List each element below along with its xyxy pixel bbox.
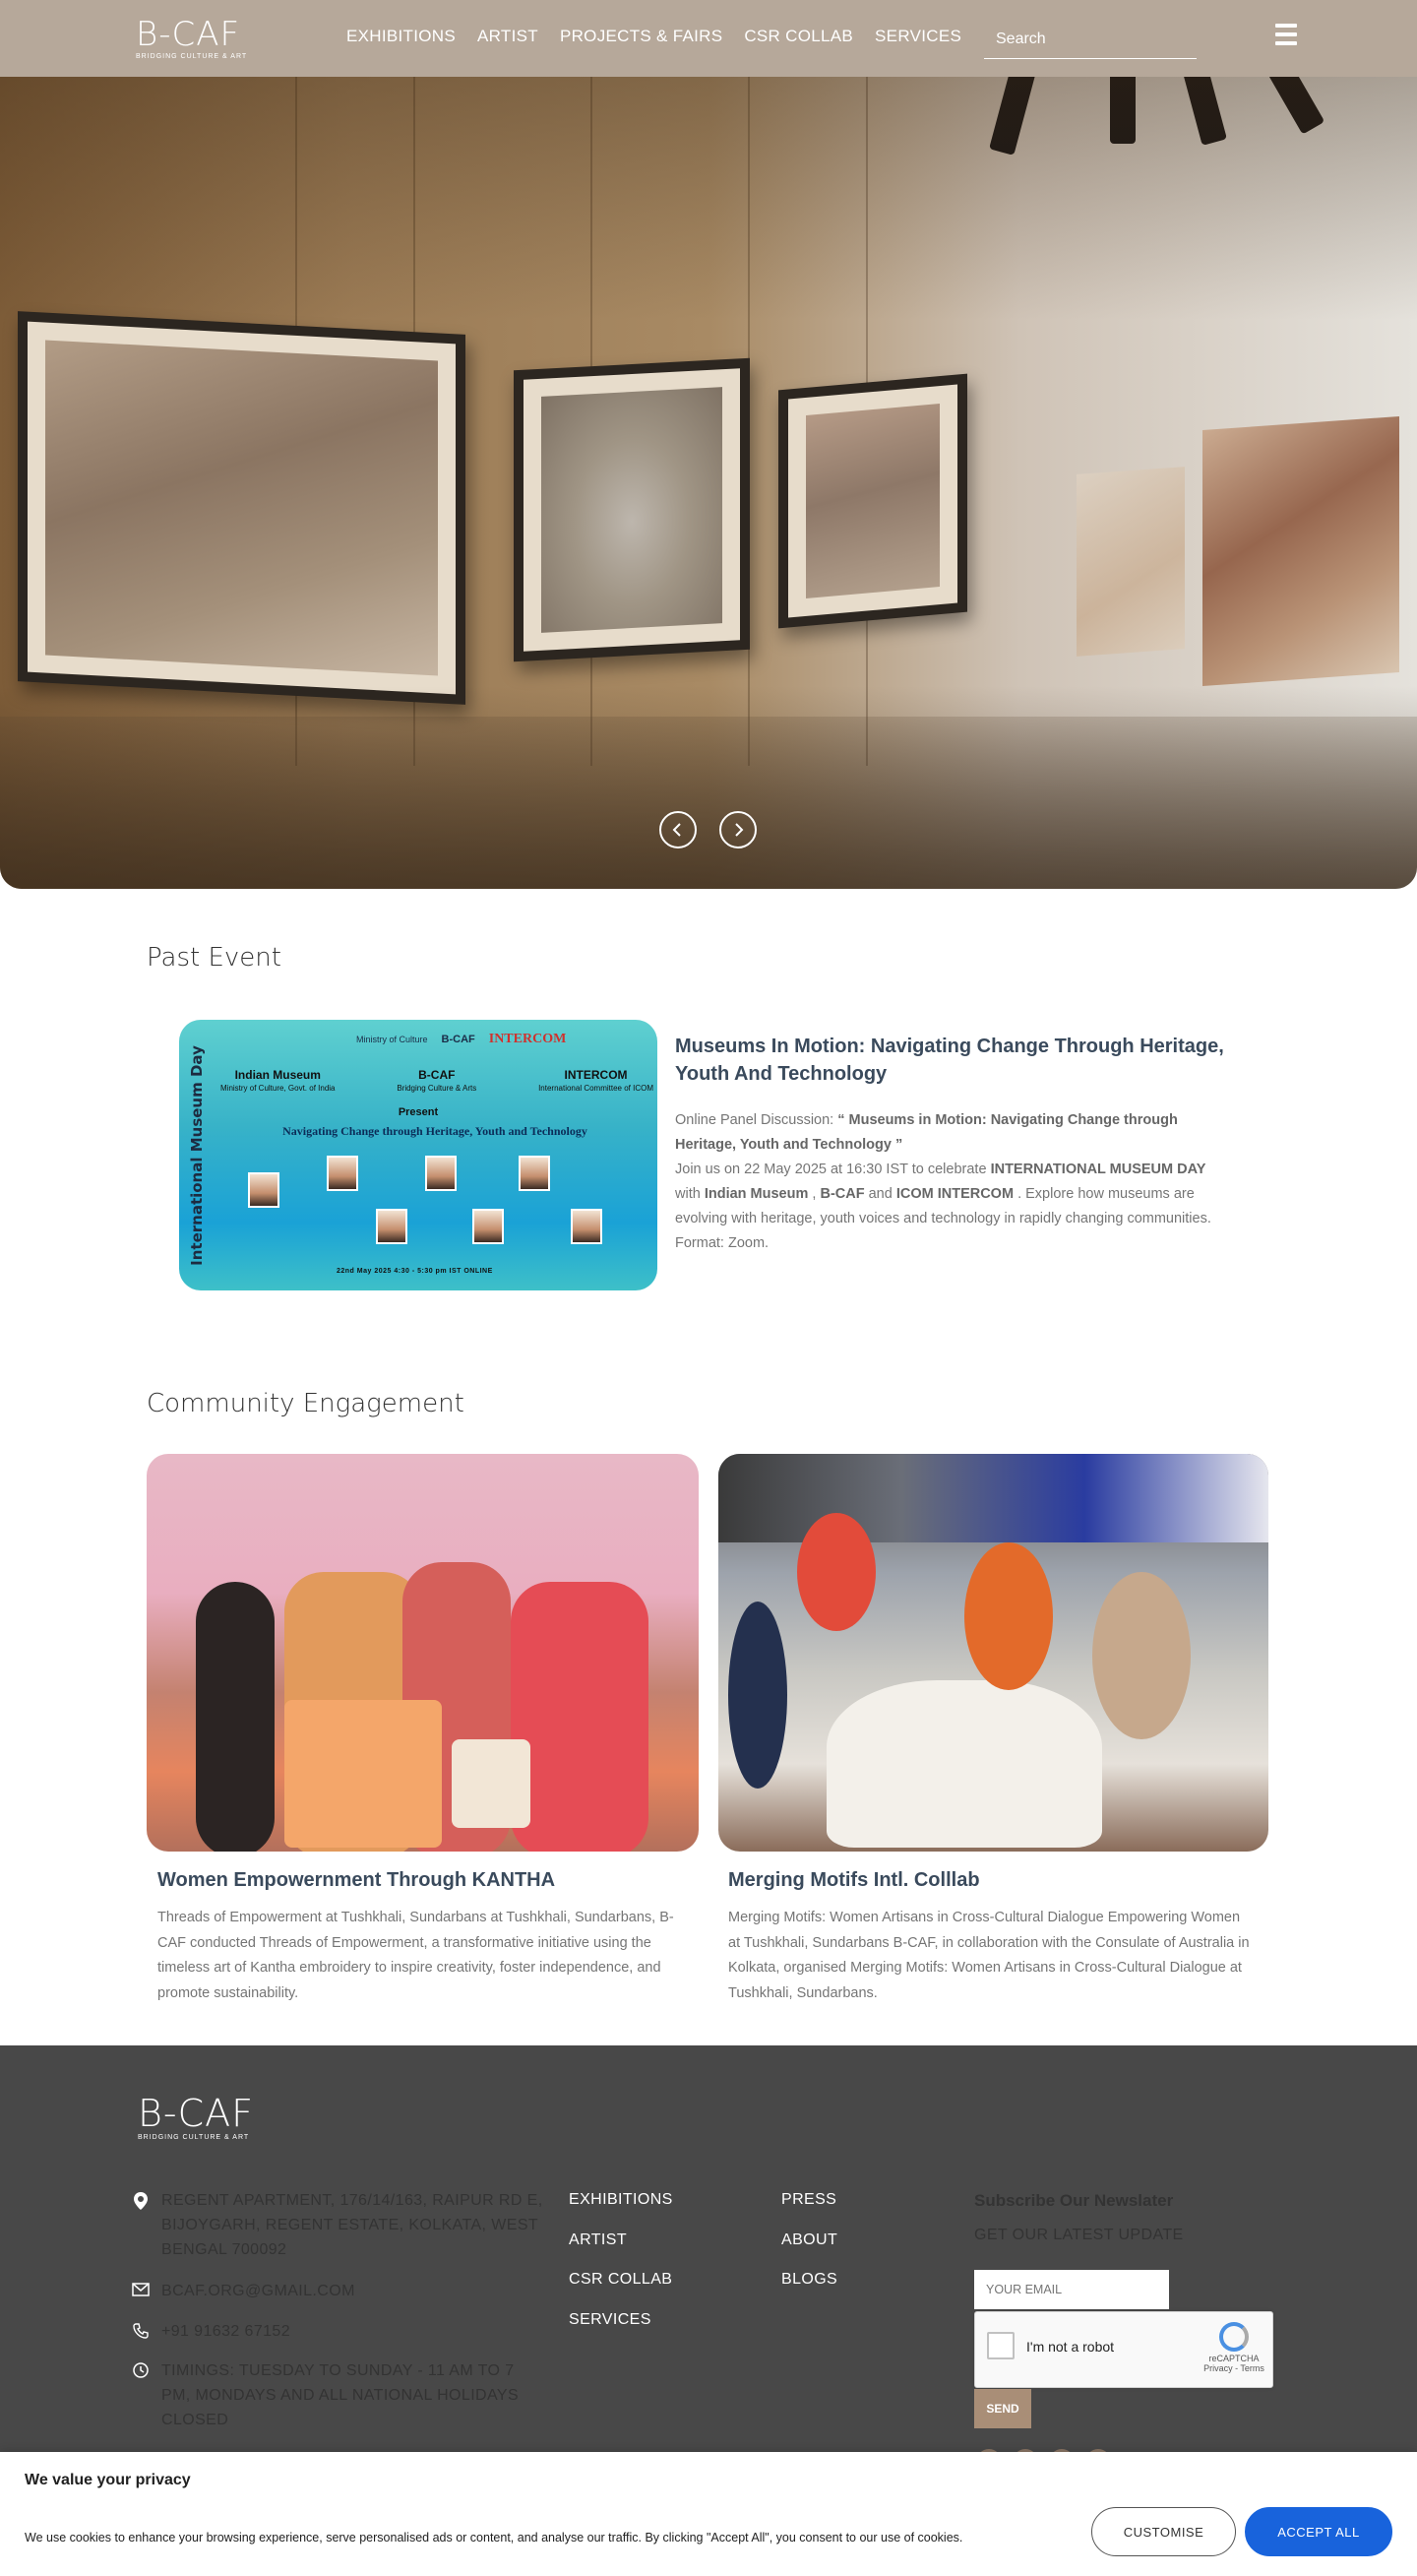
poster-date: 22nd May 2025 4:30 - 5:30 pm IST ONLINE xyxy=(337,1268,493,1275)
footer-email[interactable]: BCAF.ORG@GMAIL.COM xyxy=(130,2279,543,2303)
newsletter-email-input[interactable] xyxy=(974,2270,1169,2309)
poster-logo-bcaf: B-CAF xyxy=(441,1034,475,1045)
event-description: Online Panel Discussion: “ Museums in Motion: Navigating Change through Heritage, Youth and Technology ” Join us on 22 May 2025 at 16:30 IST to celebrate INTERNATIONAL MUSEUM DAY with Indian Museum , B-CAF and ICOM INTERCOM . Explore how museums are evolving with heritage, youth voices and technology in rapidly changing communities. Format: Zoom. xyxy=(675,1112,1211,1251)
search-box xyxy=(984,20,1197,59)
footer-link-csr-collab[interactable]: CSR COLLAB xyxy=(569,2271,673,2288)
mail-icon xyxy=(132,2283,150,2296)
footer-address: REGENT APARTMENT, 176/14/163, RAIPUR RD E, BIJOYGARH, REGENT ESTATE, KOLKATA, WEST BENGAL 700092 xyxy=(130,2188,543,2262)
newsletter-send-button[interactable]: SEND xyxy=(974,2389,1031,2428)
chevron-left-icon xyxy=(670,822,686,838)
cookie-text: We use cookies to enhance your browsing experience, serve personalised ads or content, and analyse our traffic. By clicking "Accept All", you consent to our use of cookies. xyxy=(25,2531,963,2545)
footer-links-col1 xyxy=(569,2191,673,2351)
footer-links-col2 xyxy=(781,2191,837,2311)
speaker-photo xyxy=(519,1156,550,1191)
recaptcha-checkbox[interactable] xyxy=(987,2332,1015,2359)
poster-org-indian-museum: Indian Museum Ministry of Culture, Govt. of India xyxy=(220,1068,336,1093)
slider-next-button[interactable] xyxy=(719,811,757,848)
community-card-desc: Merging Motifs: Women Artisans in Cross-Cultural Dialogue Empowering Women at Tushkhali, Sundarbans B-CAF, in collaboration with the Consulate of Australia in Kolkata, organised Merging Motifs: Women Artisans in Cross-Cultural Dialogue at Tushkhali, Sundarbans. xyxy=(728,1910,1250,2001)
nav-artist[interactable]: ARTIST xyxy=(477,27,538,45)
cookie-consent-banner xyxy=(0,2452,1417,2576)
logo-tagline: BRIDGING CULTURE & ART xyxy=(136,53,248,60)
location-pin-icon xyxy=(134,2192,148,2210)
search-input[interactable] xyxy=(984,31,1197,48)
footer-phone[interactable]: +91 91632 67152 xyxy=(130,2319,543,2344)
speaker-photo xyxy=(425,1156,457,1191)
poster-theme: Navigating Change through Heritage, Youth and Technology xyxy=(282,1124,587,1138)
community-image-kantha[interactable] xyxy=(147,1454,699,1852)
community-card-title[interactable]: Women Empowernment Through KANTHA xyxy=(157,1869,556,1891)
speaker-photo xyxy=(248,1172,279,1208)
cookie-accept-all-button[interactable]: ACCEPT ALL xyxy=(1245,2507,1392,2556)
footer-link-services[interactable]: SERVICES xyxy=(569,2310,651,2328)
hero-slider xyxy=(0,77,1417,889)
chevron-right-icon xyxy=(730,822,746,838)
recaptcha-icon xyxy=(1219,2322,1249,2352)
poster-present: Present xyxy=(398,1106,439,1118)
cookie-title: We value your privacy xyxy=(25,2472,191,2488)
event-title[interactable]: Museums In Motion: Navigating Change Through Heritage, Youth And Technology xyxy=(675,1036,1224,1085)
footer-link-about[interactable]: ABOUT xyxy=(781,2230,838,2248)
recaptcha-widget xyxy=(974,2311,1273,2388)
footer-timings: TIMINGS: TUESDAY TO SUNDAY - 11 AM TO 7 PM, MONDAYS AND ALL NATIONAL HOLIDAYS CLOSED xyxy=(130,2358,543,2432)
newsletter-subtitle: GET OUR LATEST UPDATE xyxy=(974,2227,1184,2243)
nav-exhibitions[interactable]: EXHIBITIONS xyxy=(346,27,456,45)
footer-link-press[interactable]: PRESS xyxy=(781,2191,837,2208)
footer-link-exhibitions[interactable]: EXHIBITIONS xyxy=(569,2191,673,2208)
recaptcha-brand: reCAPTCHA xyxy=(1208,2354,1260,2363)
footer-link-artist[interactable]: ARTIST xyxy=(569,2230,628,2248)
main-nav xyxy=(346,27,961,46)
menu-icon[interactable] xyxy=(1275,24,1297,45)
poster-side-title: International Museum Day xyxy=(188,1044,206,1266)
phone-icon xyxy=(133,2323,149,2339)
speaker-photo xyxy=(472,1209,504,1244)
community-heading: Community Engagement xyxy=(147,1389,464,1418)
poster-logo-intercom: INTERCOM xyxy=(488,1032,567,1046)
logo-text: B-CAF xyxy=(136,15,241,54)
footer-link-blogs[interactable]: BLOGS xyxy=(781,2271,838,2288)
site-header xyxy=(0,0,1417,77)
recaptcha-label: I'm not a robot xyxy=(1026,2339,1115,2355)
site-logo[interactable] xyxy=(136,15,248,60)
clock-icon xyxy=(133,2362,149,2378)
event-poster[interactable] xyxy=(179,1020,657,1290)
poster-logo-ministry: Ministry of Culture xyxy=(356,1035,428,1044)
speaker-photo xyxy=(571,1209,602,1244)
cookie-customise-button[interactable]: CUSTOMISE xyxy=(1091,2507,1236,2556)
footer-logo[interactable]: B-CAF BRIDGING CULTURE & ART xyxy=(138,2092,254,2141)
recaptcha-links[interactable]: Privacy - Terms xyxy=(1203,2363,1264,2373)
past-event-heading: Past Event xyxy=(147,943,281,973)
community-card-desc: Threads of Empowerment at Tushkhali, Sundarbans at Tushkhali, Sundarbans, B-CAF conducted Threads of Empowerment, a transformative initiative using the timeless art of Kantha embroidery to inspire creativity, foster independence, and promote sustainability. xyxy=(157,1910,674,2001)
community-card-title[interactable]: Merging Motifs Intl. Colllab xyxy=(728,1869,980,1891)
speaker-photo xyxy=(376,1209,407,1244)
poster-org-intercom: INTERCOM International Committee of ICOM xyxy=(538,1068,653,1093)
speaker-photo xyxy=(327,1156,358,1191)
poster-org-bcaf: B-CAF Bridging Culture & Arts xyxy=(397,1068,477,1093)
nav-services[interactable]: SERVICES xyxy=(875,27,962,45)
newsletter-title: Subscribe Our Newslater xyxy=(974,2191,1174,2210)
nav-csr-collab[interactable]: CSR COLLAB xyxy=(744,27,854,45)
nav-projects-fairs[interactable]: PROJECTS & FAIRS xyxy=(559,27,723,45)
community-image-merging-motifs[interactable] xyxy=(718,1454,1268,1852)
slider-prev-button[interactable] xyxy=(659,811,697,848)
